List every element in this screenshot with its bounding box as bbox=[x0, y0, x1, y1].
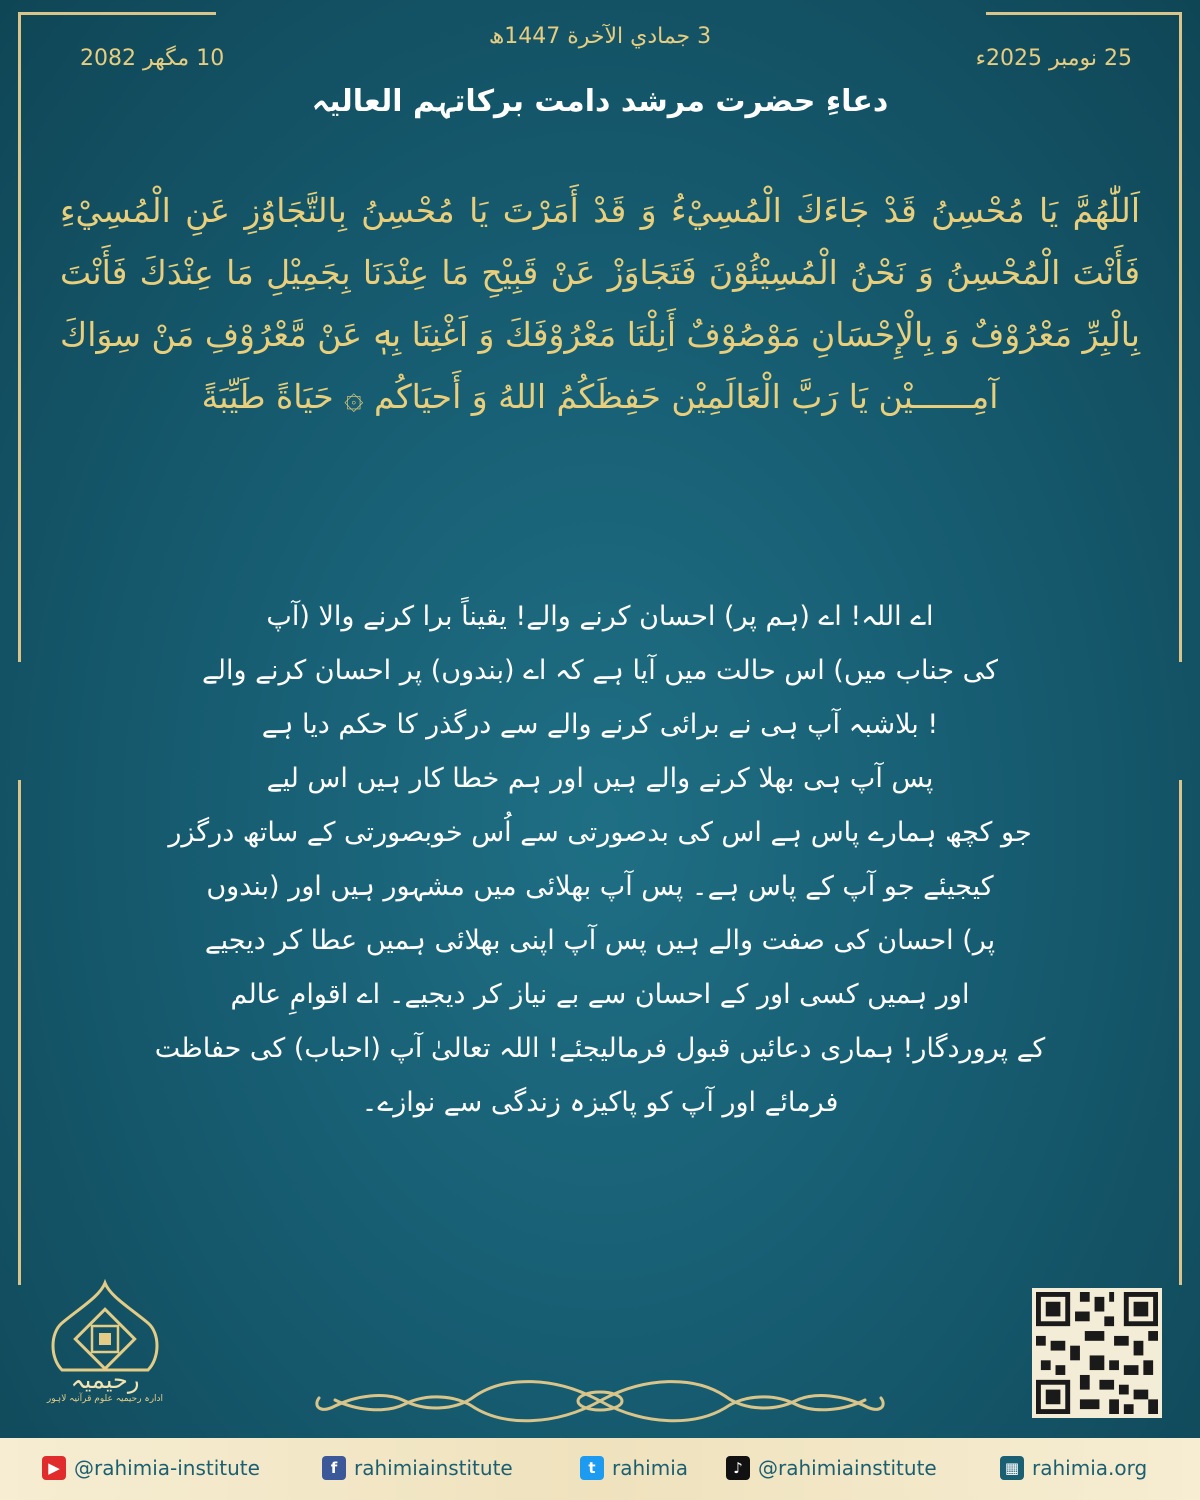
hijri-date: 3 جمادي الآخرة 1447ھ bbox=[488, 24, 712, 49]
logo-subtitle: ادارہ رحیمیہ علوم قرآنیہ لاہور bbox=[46, 1394, 164, 1404]
social-footer bbox=[0, 1438, 1200, 1500]
twitter-link[interactable] bbox=[580, 1456, 688, 1480]
qr-code[interactable] bbox=[1032, 1288, 1162, 1418]
translation-line: ! بلاشبہ آپ ہی نے برائی کرنے والے سے درگذر کا حکم دیا ہے bbox=[261, 709, 939, 740]
tiktok-link[interactable] bbox=[726, 1456, 937, 1480]
translation-line: فرمائے اور آپ کو پاکیزہ زندگی سے نوازے۔ bbox=[361, 1087, 839, 1118]
twitter-handle: rahimia bbox=[612, 1456, 689, 1480]
frame-line-top-right bbox=[986, 12, 1180, 15]
tiktok-icon: ♪ bbox=[726, 1456, 750, 1480]
translation-line: کی جناب میں) اس حالت میں آیا ہے کہ اے (بندوں) پر احسان کرنے والے bbox=[201, 655, 999, 686]
dua-arabic-text: اَللّٰهُمَّ يَا مُحْسِنُ قَدْ جَاءَكَ الْمُسِيْءُ وَ قَدْ أَمَرْتَ يَا مُحْسِنُ بِالتَّجَاوُزِ عَنِ الْمُسِيْءِ فَأَنْتَ الْمُحْسِنُ وَ نَحْنُ الْمُسِيْئُوْنَ فَتَجَاوَزْ عَنْ قَبِيْحِ مَا عِنْدَنَا بِجَمِيْلِ مَا عِنْدَكَ فَأَنْتَ بِالْبِرِّ مَعْرُوْفٌ وَ بِالْإِحْسَانِ مَوْصُوْفٌ أَنِلْنَا مَعْرُوْفَكَ وَ اَغْنِنَا بِهٖ عَنْ مَّعْرُوْفِ مَنْ سِوَاكَ آمِــــــيْن يَا رَبَّ الْعَالَمِيْن حَفِظَكُمُ اللهُ وَ أَحيَاكُم ۞ حَيَاةً طَيِّبَةً bbox=[60, 191, 1140, 416]
ornament-divider bbox=[305, 1366, 895, 1436]
page-title: دعاءِ حضرت مرشد دامت برکاتہم العالیہ bbox=[311, 84, 889, 119]
frame-line-top-left bbox=[20, 12, 216, 15]
translation-line: کے پروردگار! ہماری دعائیں قبول فرمالیجئے! اللہ تعالیٰ آپ (احباب) کی حفاظت bbox=[154, 1033, 1046, 1064]
youtube-link[interactable] bbox=[42, 1456, 260, 1480]
website-link[interactable] bbox=[1000, 1456, 1147, 1480]
ornament-swirl-icon bbox=[305, 1366, 895, 1436]
website-url: rahimia.org bbox=[1032, 1456, 1148, 1480]
youtube-handle: @rahimia-institute bbox=[74, 1456, 260, 1480]
logo-wordmark: رحیمیہ bbox=[70, 1366, 140, 1394]
translation-line: جو کچھ ہمارے پاس ہے اس کی بدصورتی سے اُس خوبصورتی کے ساتھ درگزر bbox=[168, 817, 1032, 848]
frame-line-right-lower bbox=[1179, 780, 1182, 1285]
qr-code-icon bbox=[1036, 1292, 1158, 1414]
website-icon: ▦ bbox=[1000, 1456, 1024, 1480]
dome-emblem-icon bbox=[40, 1278, 170, 1378]
translation-line: پر) احسان کی صفت والے ہیں پس آپ اپنی بھلائی ہمیں عطا کر دیجیے bbox=[204, 925, 996, 956]
translation-block bbox=[150, 590, 1050, 1130]
translation-line: پس آپ ہی بھلا کرنے والے ہیں اور ہم خطا کار ہیں اس لیے bbox=[266, 763, 934, 794]
facebook-link[interactable] bbox=[322, 1456, 513, 1480]
translation-line: کیجیئے جو آپ کے پاس ہے۔ پس آپ بھلائی میں مشہور ہیں اور (بندوں bbox=[206, 871, 994, 902]
translation-line: اے اللہ! اے (ہم پر) احسان کرنے والے! یقیناً برا کرنے والا (آپ bbox=[266, 601, 934, 632]
institute-logo bbox=[40, 1278, 170, 1418]
frame-line-left-lower bbox=[18, 780, 21, 1285]
gregorian-date: 25 نومبر 2025ء bbox=[975, 46, 1132, 71]
facebook-handle: rahimiainstitute bbox=[354, 1456, 513, 1480]
bikrami-date: 10 مگھر 2082 bbox=[80, 46, 225, 71]
facebook-icon: f bbox=[322, 1456, 346, 1480]
youtube-icon: ▶ bbox=[42, 1456, 66, 1480]
translation-line: اور ہمیں کسی اور کے احسان سے بے نیاز کر دیجیے۔ اے اقوامِ عالم bbox=[230, 979, 970, 1010]
twitter-icon: t bbox=[580, 1456, 604, 1480]
tiktok-handle: @rahimiainstitute bbox=[758, 1456, 937, 1480]
